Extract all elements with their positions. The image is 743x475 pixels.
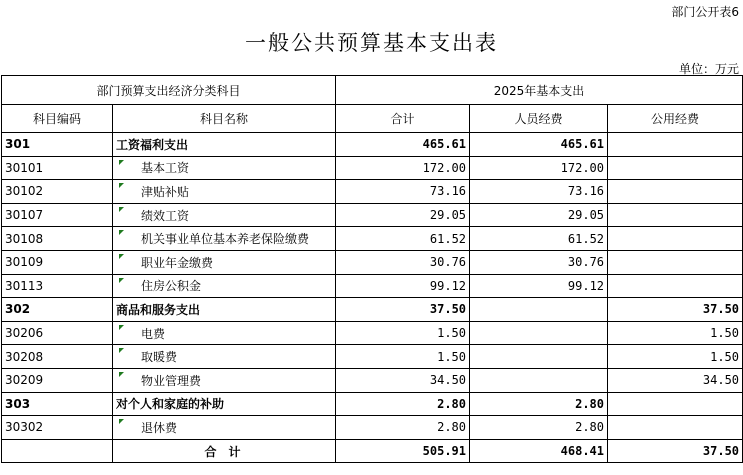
row-personnel xyxy=(470,250,608,274)
row-personnel xyxy=(470,274,608,298)
row-personnel-text: 29.05 xyxy=(567,208,605,223)
row-code xyxy=(2,368,113,392)
row-total-text: 2.80 xyxy=(437,396,467,411)
row-name xyxy=(113,133,336,157)
row-total-text: 172.00 xyxy=(422,160,467,175)
unit-label: 单位：万元 xyxy=(678,62,739,76)
row-code xyxy=(2,392,113,416)
row-name xyxy=(113,180,336,204)
row-personnel-text: 61.52 xyxy=(567,231,605,246)
row-personnel-text: 30.76 xyxy=(567,255,605,270)
row-name-text: 绩效工资 xyxy=(141,208,190,223)
row-name xyxy=(113,250,336,274)
table-row xyxy=(2,133,743,157)
table-row xyxy=(2,321,743,345)
row-public xyxy=(608,133,743,157)
row-name xyxy=(113,274,336,298)
table-row xyxy=(2,227,743,251)
table-row xyxy=(2,203,743,227)
row-code-text: 30109 xyxy=(5,255,44,270)
column-header-personnel: 人员经费 xyxy=(470,105,608,133)
row-personnel-text: 172.00 xyxy=(560,160,605,175)
row-code-text: 30206 xyxy=(5,326,44,341)
row-code xyxy=(2,416,113,440)
column-header-name: 科目名称 xyxy=(113,105,336,133)
row-total-text: 1.50 xyxy=(437,326,467,341)
row-code xyxy=(2,345,113,369)
table-row xyxy=(2,368,743,392)
row-public-text: 37.50 xyxy=(702,302,740,317)
row-public xyxy=(608,203,743,227)
table-row xyxy=(2,298,743,322)
row-public xyxy=(608,180,743,204)
corner-marker-icon xyxy=(119,372,124,377)
total-public: 37.50 xyxy=(608,439,743,463)
row-total xyxy=(336,180,470,204)
total-personnel: 468.41 xyxy=(470,439,608,463)
corner-marker-icon xyxy=(119,278,124,283)
row-name xyxy=(113,416,336,440)
row-name xyxy=(113,368,336,392)
row-total-text: 29.05 xyxy=(429,208,467,223)
column-header-code: 科目编码 xyxy=(2,105,113,133)
row-public-text: 34.50 xyxy=(702,373,740,388)
corner-marker-icon xyxy=(119,419,124,424)
row-total-text: 34.50 xyxy=(429,373,467,388)
row-total-text: 2.80 xyxy=(437,420,467,435)
row-code-text: 30108 xyxy=(5,231,44,246)
row-name xyxy=(113,392,336,416)
row-name-text: 职业年金缴费 xyxy=(141,255,214,270)
row-code-text: 30107 xyxy=(5,208,44,223)
row-public-text: 1.50 xyxy=(710,349,740,364)
column-header-total: 合计 xyxy=(336,105,470,133)
row-total xyxy=(336,227,470,251)
corner-marker-icon xyxy=(119,160,124,165)
row-personnel xyxy=(470,392,608,416)
row-public xyxy=(608,250,743,274)
row-name xyxy=(113,298,336,322)
total-label: 合 计 xyxy=(113,439,336,463)
row-personnel-text: 2.80 xyxy=(575,420,605,435)
row-name-text: 物业管理费 xyxy=(141,373,202,388)
row-code-text: 30208 xyxy=(5,349,44,364)
row-code xyxy=(2,156,113,180)
row-total-text: 465.61 xyxy=(422,137,467,152)
row-code xyxy=(2,321,113,345)
row-code-text: 302 xyxy=(5,302,31,317)
row-total-text: 37.50 xyxy=(429,302,467,317)
corner-marker-icon xyxy=(119,183,124,188)
row-code-text: 30113 xyxy=(5,278,44,293)
row-code-text: 30102 xyxy=(5,184,44,199)
column-header-public: 公用经费 xyxy=(608,105,743,133)
row-name xyxy=(113,203,336,227)
row-total xyxy=(336,156,470,180)
row-name-text: 对个人和家庭的补助 xyxy=(116,397,225,412)
row-public xyxy=(608,392,743,416)
budget-table xyxy=(1,75,743,463)
form-number: 部门公开表6 xyxy=(671,5,739,19)
row-personnel xyxy=(470,227,608,251)
row-name-text: 工资福利支出 xyxy=(116,137,189,152)
row-name xyxy=(113,227,336,251)
row-personnel xyxy=(470,416,608,440)
row-code xyxy=(2,203,113,227)
row-total-text: 73.16 xyxy=(429,184,467,199)
row-personnel xyxy=(470,180,608,204)
table-body xyxy=(2,133,743,440)
corner-marker-icon xyxy=(119,348,124,353)
row-total-text: 61.52 xyxy=(429,231,467,246)
row-total-text: 99.12 xyxy=(429,278,467,293)
table-row xyxy=(2,156,743,180)
row-personnel-text: 99.12 xyxy=(567,278,605,293)
row-name-text: 退休费 xyxy=(141,420,178,435)
row-public xyxy=(608,321,743,345)
row-personnel-text: 73.16 xyxy=(567,184,605,199)
row-name xyxy=(113,321,336,345)
table-row xyxy=(2,392,743,416)
row-public xyxy=(608,345,743,369)
row-total-text: 30.76 xyxy=(429,255,467,270)
row-personnel xyxy=(470,156,608,180)
total-row xyxy=(2,439,743,463)
corner-marker-icon xyxy=(119,230,124,235)
row-name xyxy=(113,345,336,369)
row-code xyxy=(2,250,113,274)
row-total xyxy=(336,274,470,298)
row-total xyxy=(336,298,470,322)
row-personnel-text: 465.61 xyxy=(560,137,605,152)
table-row xyxy=(2,180,743,204)
row-name-text: 基本工资 xyxy=(141,161,190,176)
row-personnel xyxy=(470,345,608,369)
row-name-text: 住房公积金 xyxy=(141,279,202,294)
row-total xyxy=(336,203,470,227)
row-personnel-text: 2.80 xyxy=(575,396,605,411)
table-row xyxy=(2,416,743,440)
row-total xyxy=(336,321,470,345)
row-personnel xyxy=(470,368,608,392)
row-code-text: 301 xyxy=(5,137,31,152)
row-total xyxy=(336,416,470,440)
row-public xyxy=(608,298,743,322)
row-code xyxy=(2,227,113,251)
row-personnel xyxy=(470,321,608,345)
row-name-text: 取暖费 xyxy=(141,350,178,365)
row-code xyxy=(2,180,113,204)
row-total xyxy=(336,368,470,392)
row-total xyxy=(336,392,470,416)
row-total-text: 1.50 xyxy=(437,349,467,364)
row-code xyxy=(2,298,113,322)
row-name-text: 机关事业单位基本养老保险缴费 xyxy=(141,232,310,247)
row-total xyxy=(336,345,470,369)
row-code-text: 30101 xyxy=(5,160,44,175)
row-code xyxy=(2,274,113,298)
corner-marker-icon xyxy=(119,254,124,259)
row-personnel xyxy=(470,203,608,227)
row-public xyxy=(608,368,743,392)
row-public xyxy=(608,156,743,180)
row-public xyxy=(608,227,743,251)
row-total xyxy=(336,250,470,274)
total-amount: 505.91 xyxy=(336,439,470,463)
total-code-cell xyxy=(2,439,113,463)
page-title: 一般公共预算基本支出表 xyxy=(245,31,498,55)
row-public-text: 1.50 xyxy=(710,326,740,341)
row-code-text: 303 xyxy=(5,396,31,411)
group-header-basic-expenditure: 2025年基本支出 xyxy=(336,76,743,105)
corner-marker-icon xyxy=(119,325,124,330)
table-row xyxy=(2,250,743,274)
row-personnel xyxy=(470,298,608,322)
row-name xyxy=(113,156,336,180)
row-total xyxy=(336,133,470,157)
row-personnel xyxy=(470,133,608,157)
group-header-classification: 部门预算支出经济分类科目 xyxy=(2,76,336,105)
row-code-text: 30302 xyxy=(5,420,44,435)
row-public xyxy=(608,274,743,298)
row-public xyxy=(608,416,743,440)
table-row xyxy=(2,274,743,298)
row-name-text: 电费 xyxy=(141,326,166,341)
row-code-text: 30209 xyxy=(5,373,44,388)
table-row xyxy=(2,345,743,369)
row-code xyxy=(2,133,113,157)
row-name-text: 津贴补贴 xyxy=(141,184,190,199)
row-name-text: 商品和服务支出 xyxy=(116,302,201,317)
corner-marker-icon xyxy=(119,207,124,212)
